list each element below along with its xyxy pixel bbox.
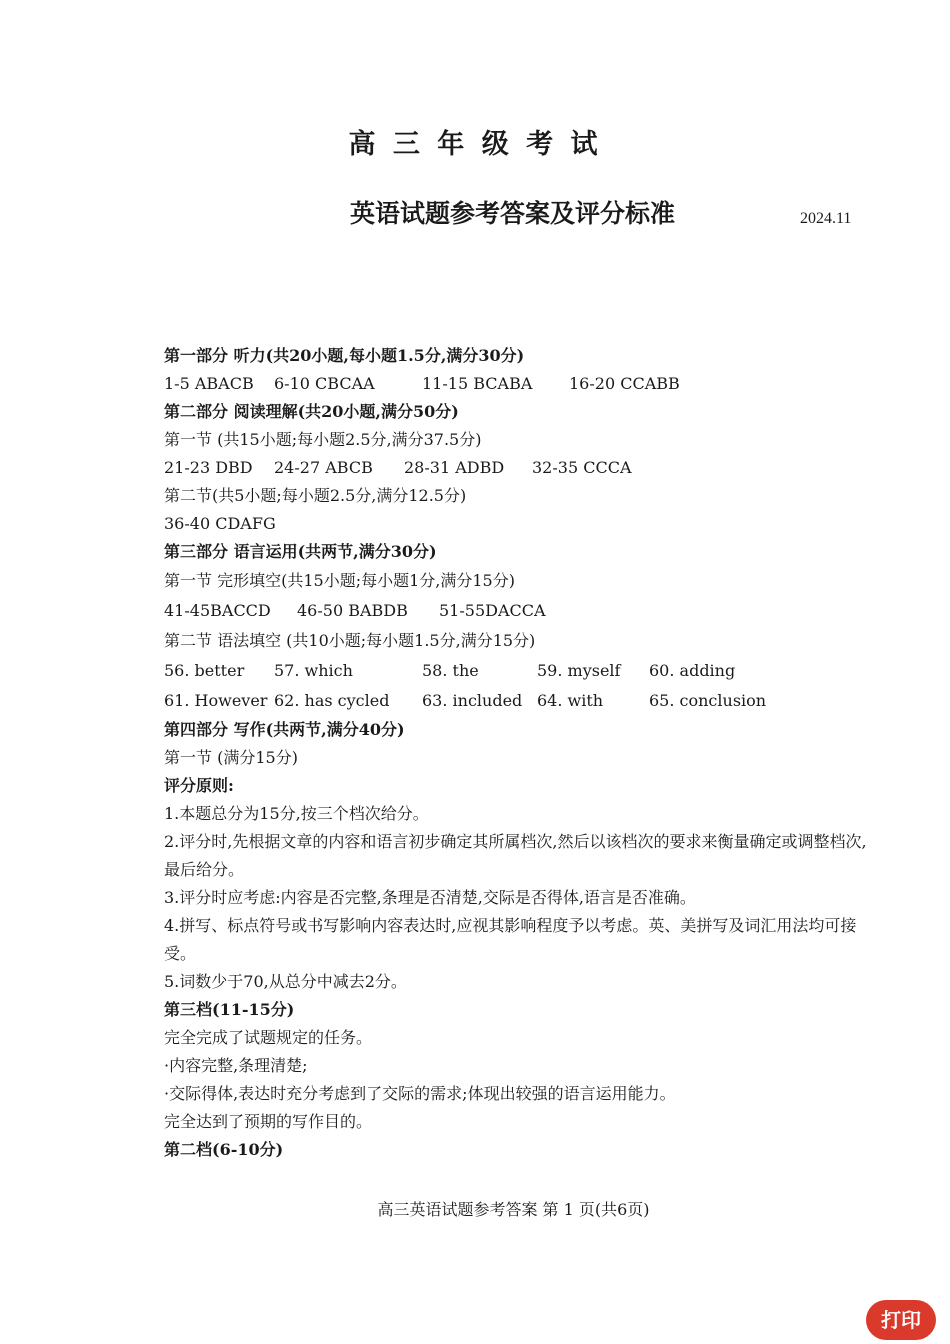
part4-heading: 第四部分 写作(共两节,满分40分) [164, 720, 405, 739]
tier3-line: 完全完成了试题规定的任务。 [164, 1028, 373, 1047]
document-subtitle: 英语试题参考答案及评分标准 [349, 199, 675, 228]
exam-date: 2024.11 [800, 210, 852, 227]
part4-section1-heading: 第一节 (满分15分) [164, 748, 298, 767]
page-title: 高 三 年 级 考 试 [348, 129, 602, 160]
part2-section1-heading: 第一节 (共15小题;每小题2.5分,满分37.5分) [164, 430, 482, 449]
grammar-answer: 63. included [422, 691, 523, 710]
part1-heading: 第一部分 听力(共20小题,每小题1.5分,满分30分) [164, 346, 525, 365]
grammar-answer: 62. has cycled [274, 691, 390, 710]
answer-group: 28-31 ADBD [404, 458, 505, 477]
grammar-answers-row2 [164, 686, 869, 716]
tier2-heading: 第二档(6-10分) [164, 1140, 284, 1159]
answer-group: 16-20 CCABB [569, 374, 680, 393]
answer-group: 32-35 CCCA [532, 458, 632, 477]
part3-heading: 第三部分 语言运用(共两节,满分30分) [164, 542, 437, 561]
scoring-principles-heading: 评分原则: [164, 776, 234, 795]
part2-answers1 [164, 454, 869, 482]
answer-content [164, 342, 869, 1164]
part2-answers2: 36-40 CDAFG [164, 514, 276, 533]
answer-group: 1-5 ABACB [164, 374, 254, 393]
grammar-answer: 60. adding [649, 661, 736, 680]
answer-group: 11-15 BCABA [422, 374, 533, 393]
grammar-answer: 65. conclusion [649, 691, 767, 710]
part3-answers1 [164, 596, 869, 626]
tier3-line: ·交际得体,表达时充分考虑到了交际的需求;体现出较强的语言运用能力。 [164, 1084, 676, 1103]
scoring-principle: 4.拼写、标点符号或书写影响内容表达时,应视其影响程度予以考虑。英、美拼写及词汇用法均可接受。 [164, 916, 857, 963]
grammar-answer: 61. However [164, 691, 268, 710]
answer-group: 24-27 ABCB [274, 458, 373, 477]
scoring-principle: 1.本题总分为15分,按三个档次给分。 [164, 804, 429, 823]
answer-group: 21-23 DBD [164, 458, 253, 477]
part3-section2-heading: 第二节 语法填空 (共10小题;每小题1.5分,满分15分) [164, 631, 536, 650]
grammar-answer: 57. which [274, 661, 353, 680]
grammar-answer: 64. with [537, 691, 604, 710]
scoring-principle: 5.词数少于70,从总分中减去2分。 [164, 972, 407, 991]
page-footer: 高三英语试题参考答案 第 1 页(共6页) [377, 1200, 650, 1219]
answer-group: 41-45BACCD [164, 601, 271, 620]
grammar-answer: 59. myself [537, 661, 621, 680]
tier3-heading: 第三档(11-15分) [164, 1000, 295, 1019]
grammar-answer: 56. better [164, 661, 245, 680]
scoring-principle: 2.评分时,先根据文章的内容和语言初步确定其所属档次,然后以该档次的要求来衡量确定或调整档次,最后给分。 [164, 832, 867, 879]
print-button[interactable]: 打印 [866, 1300, 936, 1340]
part1-answers [164, 370, 869, 398]
grammar-answer: 58. the [422, 661, 479, 680]
scoring-principle: 3.评分时应考虑:内容是否完整,条理是否清楚,交际是否得体,语言是否准确。 [164, 888, 696, 907]
grammar-answers-row1 [164, 656, 869, 686]
answer-group: 46-50 BABDB [297, 601, 408, 620]
answer-group: 51-55DACCA [439, 601, 546, 620]
part3-section1-heading: 第一节 完形填空(共15小题;每小题1分,满分15分) [164, 571, 515, 590]
tier3-line: ·内容完整,条理清楚; [164, 1056, 308, 1075]
part2-heading: 第二部分 阅读理解(共20小题,满分50分) [164, 402, 459, 421]
answer-group: 6-10 CBCAA [274, 374, 375, 393]
tier3-line: 完全达到了预期的写作目的。 [164, 1112, 373, 1131]
part2-section2-heading: 第二节(共5小题;每小题2.5分,满分12.5分) [164, 486, 467, 505]
